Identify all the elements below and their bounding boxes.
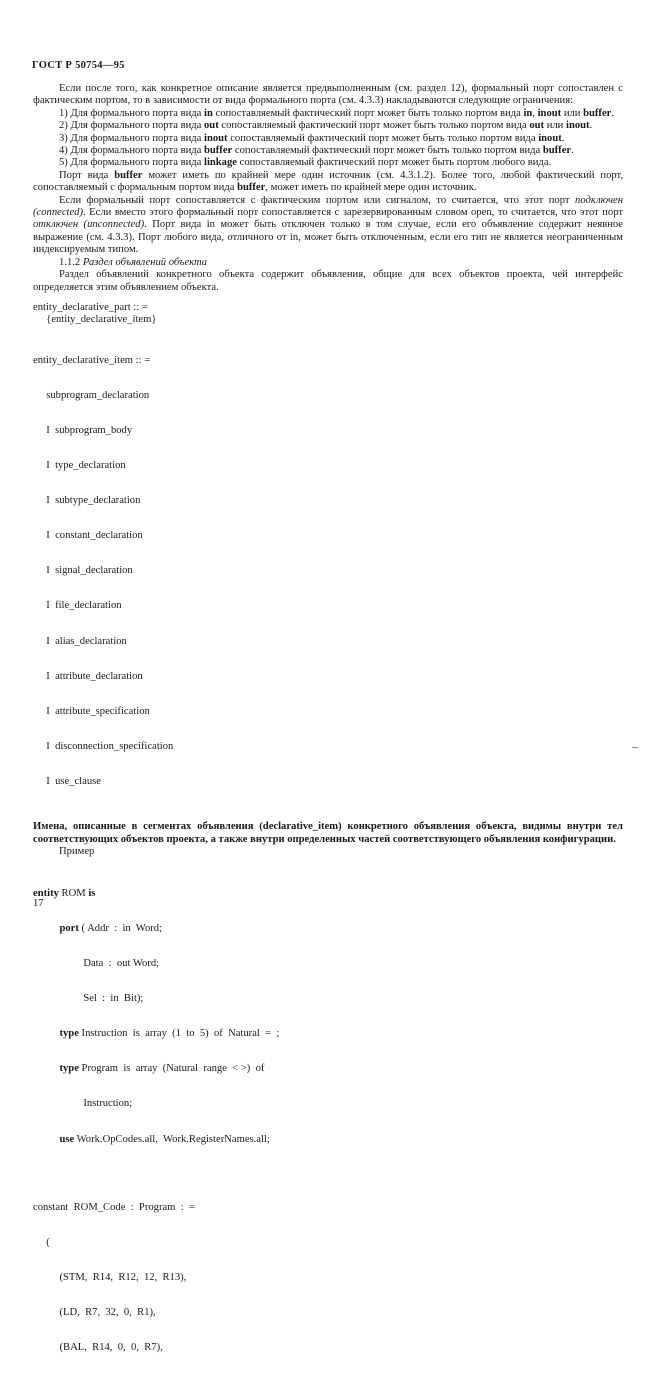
example-code: entity ROM is port ( Addr : in Word; Data : out Word; Sel : in Bit); type Instruction is array (1 to 5) of Natural = ; type Program is array (Natural range < >) of Instruction; use Work.OpCodes.all, Work.RegisterNames.all;	[33, 887, 280, 1145]
page-body	[33, 83, 623, 1378]
rom-code-constant: constant ROM_Code : Program : = ( (STM, R14, R12, 12, R13), (LD, R7, 32, 0, R1), (BAL, R14, 0, 0, R7),	[33, 1202, 195, 1354]
intro-paragraph: Если после того, как конкретное описание является предвыполненным (см. раздел 12), формальный порт сопоставлен с фактическим портом, то в зависимости от вида формального порта (см. 4.3.3) накладываются следующие ограничения:	[33, 83, 623, 107]
page-number: 17	[33, 898, 44, 909]
buffer-paragraph: Порт вида buffer может иметь по крайней мере один источник (см. 4.3.1.2). Более того, любой фактический порт, сопоставляемый с формальным портом вида buffer, может иметь по крайней мере один источник.	[33, 169, 624, 194]
page-header: ГОСТ Р 50754—95	[32, 60, 125, 71]
restriction-item-2: 2) Для формального порта вида out сопоставляемый фактический порт может быть только портом вида out или inout.	[59, 120, 593, 132]
connected-paragraph: Если формальный порт сопоставляется с фактическим портом или сигналом, то считается, что этот порт подключен (connected). Если вместо этого формальный порт сопоставляется с зарезервированным словом open, то считается, что этот порт отключен (unconnected). Порт вида in может быть отключен только в том случае, если его объявление содержит неявное выражение (см. 4.3.3). Порт любого вида, отличного от in, может быть отключенным, если его тип не является неограниченным индексируемым типом.	[33, 194, 624, 256]
names-paragraph: Имена, описанные в сегментах объявления (declarative_item) конкретного объявления объекта, видимы внутри тел соответствующих объектов проекта, а также внутри определенных частей соответствующего объявления конфигурации.	[33, 821, 623, 845]
margin-mark	[632, 747, 638, 748]
restriction-item-3: 3) Для формального порта вида inout сопоставляемый фактический порт может быть только портом вида inout.	[59, 132, 565, 144]
grammar-entity-declarative-item: entity_declarative_item :: = subprogram_declaration I subprogram_body I type_declaration I subtype_declaration I constant_declaration I signal_declaration I file_declaration I alias_declaration I attribute_declaration I attribute_specification I disconnection_specification I use_clause	[33, 354, 174, 788]
restriction-item-4: 4) Для формального порта вида buffer сопоставляемый фактический порт может быть только портом вида buffer.	[59, 145, 574, 157]
section-heading: 1.1.2 Раздел объявлений объекта	[59, 256, 208, 268]
restriction-item-5: 5) Для формального порта вида linkage сопоставляемый фактический порт может быть портом любого вида.	[59, 157, 552, 169]
grammar-entity-declarative-part: entity_declarative_part :: = {entity_declarative_item}	[33, 301, 157, 325]
restriction-item-1: 1) Для формального порта вида in сопоставляемый фактический порт может быть только портом вида in, inout или buffer.	[59, 107, 615, 119]
example-label: Пример	[59, 845, 95, 857]
section-paragraph: Раздел объявлений конкретного объекта содержит объявления, общие для всех объектов проекта, чей интерфейс определяется этим объявлением объекта.	[33, 269, 623, 293]
